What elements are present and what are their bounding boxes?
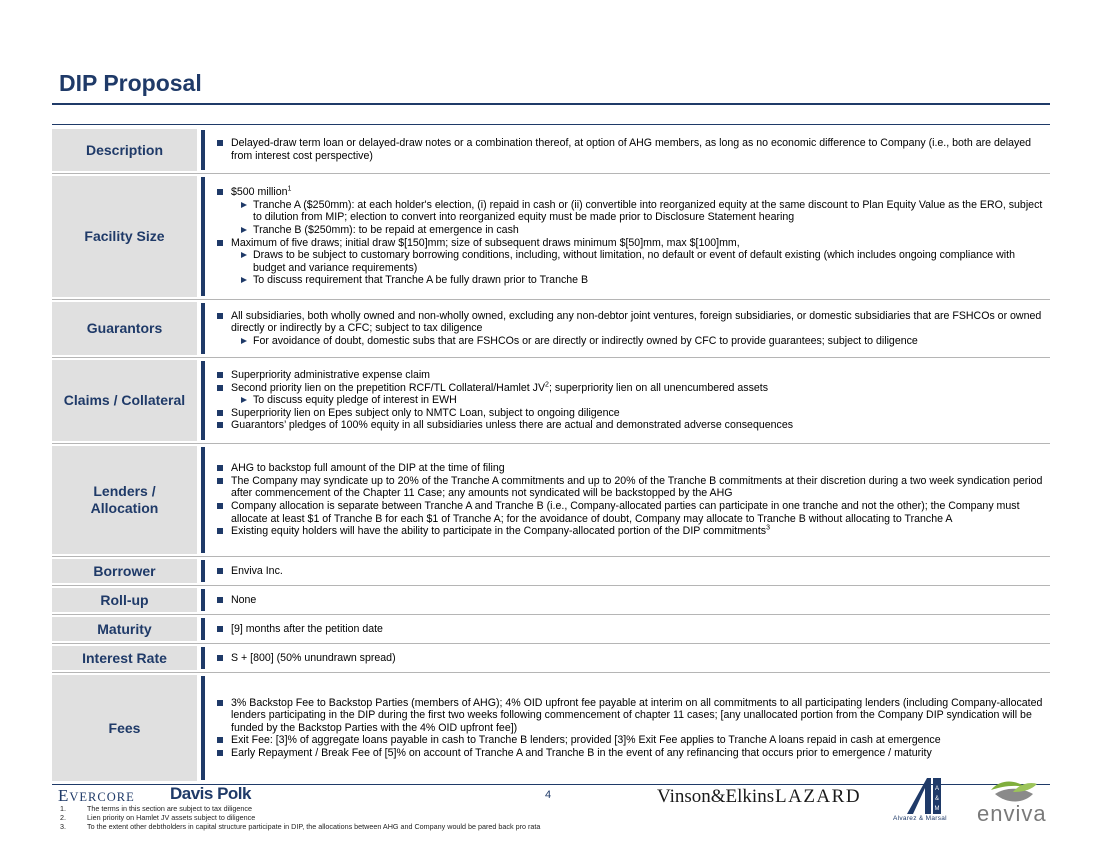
sub-bullet: To discuss equity pledge of interest in EWH [215,394,1044,407]
bullet: Superpriority administrative expense claim [215,369,1044,382]
sub-bullet: Tranche A ($250mm): at each holder's election, (i) repaid in cash or (ii) convertible into reorganized equity at the same discount to Plan Equity Value as the ERO, subject to dilution from MIP; election to convert into reorganized equity must be made prior to Disclosure Statement hearing [215,199,1044,224]
row-fees [52,672,1050,783]
bullet: [9] months after the petition date [215,623,1044,636]
bullet: Delayed-draw term loan or delayed-draw notes or a combination thereof, at option of AHG members, as long as no economic difference to Company (i.e., both are delayed from interest cost perspective) [215,137,1044,162]
sub-bullet: To discuss requirement that Tranche A be fully drawn prior to Tranche B [215,274,1044,287]
row-label: Guarantors [52,300,197,357]
bullet: Exit Fee: [3]% of aggregate loans payable in cash to Tranche B lenders; provided [3]% Exit Fee applies to Tranche A loans repaid in cash at emergence [215,734,1044,747]
footnote: 1. The terms in this section are subject to tax diligence [60,804,252,813]
bullet: AHG to backstop full amount of the DIP at the time of filing [215,462,1044,475]
bullet: Guarantors’ pledges of 100% equity in all subsidiaries unless there are actual and demonstrated adverse consequences [215,419,1044,432]
enviva-wordmark: enviva [977,801,1047,826]
bullet: None [215,594,1044,607]
sub-bullet: Tranche B ($250mm): to be repaid at emergence in cash [215,224,1044,237]
row-content [215,127,1050,173]
row-roll-up [52,585,1050,614]
row-label: Facility Size [52,174,197,299]
bullet: Enviva Inc. [215,565,1044,578]
footnote: 2. Lien priority on Hamlet JV assets subject to diligence [60,813,256,822]
row-facility-size [52,173,1050,299]
bullet: Maximum of five draws; initial draw $[150]mm; size of subsequent draws minimum $[50]mm, max $[100]mm, [215,237,1044,250]
bullet: S + [800] (50% unundrawn spread) [215,652,1044,665]
svg-text:A: A [934,786,940,792]
row-content [215,644,1050,672]
row-guarantors [52,299,1050,357]
row-content [215,557,1050,585]
bullet: All subsidiaries, both wholly owned and non-wholly owned, excluding any non-debtor joint ventures, foreign subsidiaries, or domestic subsidiaries that are FSHCOs or owned directly or indirectly by a CFC; subject to tax diligence [215,310,1044,335]
svg-text:&: & [934,796,940,802]
sub-bullet: For avoidance of doubt, domestic subs that are FSHCOs or are directly or indirectly owned by CFC to provide guarantees; subject to diligence [215,335,1044,348]
vinson-elkins-logo: Vinson&Elkins [657,786,775,807]
bullet: 3% Backstop Fee to Backstop Parties (members of AHG); 4% OID upfront fee payable at interim on all commitments to all participating lenders (including Company-allocated lenders participating in the DIP during the first two weeks following commencement of chapter 11 cases; [any unallocated portion from the Company DIP syndication will be funded by the Backstop Parties with the 4% OID upfront fee]) [215,697,1044,735]
row-maturity [52,614,1050,643]
bullet: Company allocation is separate between Tranche A and Tranche B (i.e., Company-allocated parties can participate in one tranche and not the other); the Company must allocate at least $1 of Tranche B for each $1 of Tranche A; for the avoidance of doubt, Company may allocate to Tranche B without allocating to Tranche A [215,500,1044,525]
footnote: 3. To the extent other debtholders in capital structure participate in DIP, the allocations between AHG and Company would be pared back pro rata [60,822,541,831]
page-title: DIP Proposal [59,70,202,96]
row-label: Claims / Collateral [52,358,197,443]
davis-polk-logo: Davis Polk [170,784,251,803]
row-content [215,673,1050,783]
evercore-logo: EVERCORE [58,786,135,805]
row-label: Description [52,127,197,173]
row-label: Lenders / Allocation [52,444,197,556]
row-content [215,615,1050,643]
row-description [52,127,1050,173]
lazard-logo: LAZARD [775,786,862,807]
row-label: Roll-up [52,586,197,614]
bullet: Early Repayment / Break Fee of [5]% on account of Tranche A and Tranche B in the event of any refinancing that occurs prior to emergence / maturity [215,747,1044,760]
sub-bullet: Draws to be subject to customary borrowing conditions, including, without limitation, no default or event of default existing (which includes ongoing compliance with budget and variance requirements) [215,249,1044,274]
bullet: $500 million$^1$ [215,186,1044,199]
row-content [215,586,1050,614]
svg-text:M: M [934,806,940,812]
bullet: The Company may syndicate up to 20% of the Tranche A commitments and up to 20% of the Tranche B commitments at their discretion during a two week syndication period after commencement of the Chapter 11 Case; any amounts not syndicated will be backstopped by the AHG [215,475,1044,500]
row-lenders-allocation [52,443,1050,556]
footnotes [60,804,540,831]
row-claims-collateral [52,357,1050,443]
row-content [215,174,1050,299]
row-borrower [52,556,1050,585]
bullet: Existing equity holders will have the ability to participate in the Company-allocated portion of the DIP commitments$^3$ [215,525,1044,538]
term-sheet-table [52,127,1050,783]
alvarez-marsal-wordmark: Alvarez & Marsal [893,815,947,822]
title-divider [52,103,1050,105]
row-label: Interest Rate [52,644,197,672]
row-label: Maturity [52,615,197,643]
row-content [215,300,1050,357]
table-top-divider [52,124,1050,125]
row-label: Borrower [52,557,197,585]
bullet: Superpriority lien on Epes subject only to NMTC Loan, subject to ongoing diligence [215,407,1044,420]
row-interest-rate [52,643,1050,672]
row-content [215,444,1050,556]
page-number: 4 [545,789,552,801]
bullet: Second priority lien on the prepetition RCF/TL Collateral/Hamlet $JV^2$; superpriority lien on all unencumbered assets [215,382,1044,395]
row-label: Fees [52,673,197,783]
row-content [215,358,1050,443]
